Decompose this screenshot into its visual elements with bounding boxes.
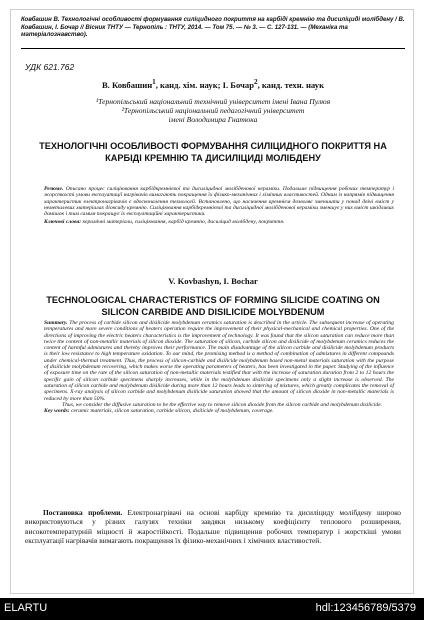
citation-header: Ковбашин В. Технологічні особливості формування силіцидного покриття на карбіді кремнію та дисиліциді молібдену / В. Ковбашин, І. Бочар // Вісник ТНТУ — Тернопіль : ТНТУ, 2014. — Том 75. — № 3. — С. 127-131. — (Механіка та матеріалознавство). xyxy=(21,16,405,39)
header-divider xyxy=(21,48,405,49)
ua-abstract-text: Описано процес силіціювання карбідкремнієвої та дисиліцидної молібденової кераміки. Подальше підвищення робочих температур і жорсткості умови експлуатації нагрівачів вимагають покращення їх фізико-механічних і хімічних властивостей. Одним із напрямів підвищення характеристик електронагрівачів є вдосконалення технології. Встановлено, що насичення кремнієм дозволяє зменшити у понад двічі вміст у неметалевих матеріалах діоксиду кремнію. Силіціювання карбідкремнієвої та дисиліцидної молібденової кераміки зменшує у них вміст шкідливих домішок і тим самим покращує їх експлуатаційні характеристики. xyxy=(44,186,394,218)
affiliation-1: ¹Тернопільський національний технічний університет імені Івана Пулюя xyxy=(95,97,331,106)
en-summary xyxy=(44,320,394,414)
en-summary-text: The process of carbide silicon and disilicide molybdenum ceramics saturation is described in the article. The subsequent increase of operating temperatures and more severe conditions of heaters operation require the improvement of their physical-mechanical and chemical properties. One of the directions of improving the electric heaters characteristics is the improvement of technology. It was found that the silicon saturation can reduce more than twice the content of non-metallic materials of silicon dioxide. The saturation of silicon, carbide silicon and disilicide of molybdenum ceramics reduces the content of harmful admixtures and thereby improves their performance. The main disadvantage of the silicon carbide and disilicide molybdenum products is their low resistance to high temperature oxidation. To our mind, the promising method is a method of combination of admixtures in different compounds under chemical-thermal treatment. Thus, the process of silicon-carbide and disilicide molybdenum based non-metal materials saturation with the purpose of disilicide molybdenum recovering, which makes worse the operating parameters of heaters, has been investigated in the paper. Studying of the influence of exposure time on the rate of the silicon saturation of non-metallic materials testified that with the increase of saturation duration from 2 to 12 hours the specific gain of silicon carbide specimens sharply increases, while in the molybdenum disilicide specimens only a slight increase is observed. The saturation of silicon carbide and molybdenum disilicide during more than 12 hours leads to sintering of mixtures, which greatly complicates the removal of specimens. X-ray analysis of silicon carbide and molybdenum disilicide saturation showed that the amount of silicon dioxide in non-metallic materials is reduced by more than 50%. xyxy=(44,320,394,402)
en-keywords-label: Key words: xyxy=(44,408,70,415)
paper-page xyxy=(10,9,414,594)
ua-keywords-label: Ключові слова: xyxy=(44,219,82,226)
en-title: TECHNOLOGICAL CHARACTERISTICS OF FORMING SILICIDE COATING ON SILICON CARBIDE AND DISILICIDE MOLYBDENUM xyxy=(46,295,380,317)
intro-text: Електронагрівачі на основі карбіду кремнію та дисиліциду молібдену широко використовуються у різних галузях техніки завдяки низькому коефіцієнту теплового розширення, високотемпературній міцності й жаростійкості. Подальше підвищення робочих температур і жорсткіші умови експлуатації нагрівачів вимагають покращення їх фізико-механічних і хімічних властивостей. xyxy=(25,508,401,546)
ua-authors: В. Ковбашин$^1$, канд. хім. наук; І. Бочар$^2$, канд. техн. наук xyxy=(101,78,325,90)
ua-title: ТЕХНОЛОГІЧНІ ОСОБЛИВОСТІ ФОРМУВАННЯ СИЛІЦИДНОГО ПОКРИТТЯ НА КАРБІДІ КРЕМНІЮ ТА ДИСИЛІЦИДІ МОЛІБДЕНУ xyxy=(39,141,387,163)
ua-abstract xyxy=(44,186,394,226)
affiliation-2: ²Тернопільський національний педагогічний університет xyxy=(121,106,305,115)
ua-abstract-label: Резюме. xyxy=(44,186,64,192)
affiliation-3: імені Володимира Гнатюка xyxy=(168,115,258,124)
en-summary-label: Summary. xyxy=(44,320,68,326)
repository-footer xyxy=(0,598,424,620)
repository-name: ELARTU xyxy=(4,602,48,614)
en-summary-2: Thus, we consider the diffusive saturation to be the effective way to remove silicon dioxide from the silicon carbide and molybdenum disilicide. xyxy=(62,401,383,408)
en-keywords-text: ceramic materials, silicon saturation, carbide silicon, disilicide of molybdenum, coverage. xyxy=(71,408,274,415)
ua-keywords xyxy=(44,219,394,225)
ua-affiliations xyxy=(21,97,405,124)
intro-paragraph xyxy=(25,508,401,546)
en-keywords xyxy=(44,408,394,414)
udc-code: УДК 621.762 xyxy=(25,62,75,72)
en-authors: V. Kovbashyn, I. Bochar xyxy=(168,276,258,286)
ua-keywords-text: керамічні матеріали, силіціювання, карбід кремнію, дисиліцид молібдену, покриття. xyxy=(82,219,285,226)
handle-id: hdl:123456789/5379 xyxy=(315,602,416,614)
intro-heading: Постановка проблеми. xyxy=(43,508,123,517)
